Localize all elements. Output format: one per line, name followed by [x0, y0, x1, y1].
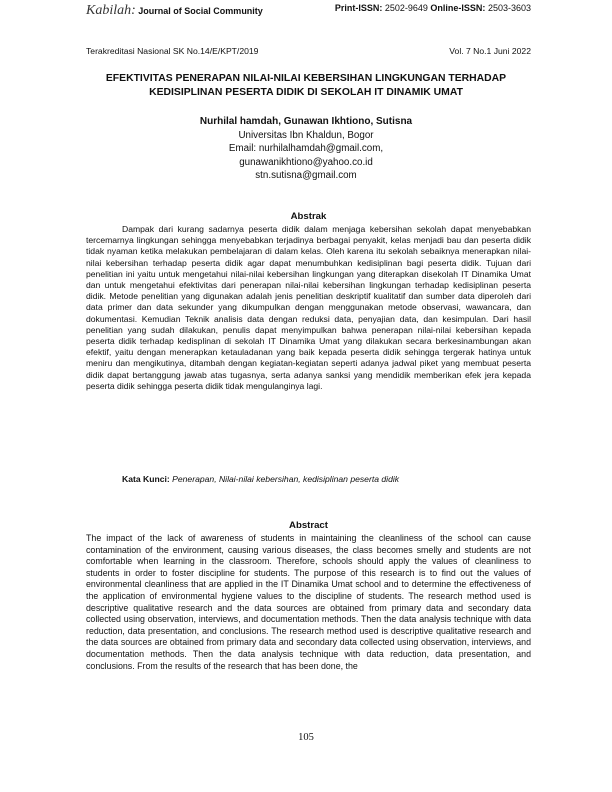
journal-logo: Kabilah: — [86, 3, 136, 18]
issn-print-label: Print-ISSN: — [334, 3, 383, 13]
issn-print: 2502-9649 — [384, 3, 428, 13]
keywords-text: Penerapan, Nilai-nilai kebersihan, kedisiplinan peserta didik — [172, 474, 400, 484]
article-title — [76, 72, 536, 99]
email-line-2: gunawanikhtiono@yahoo.co.id — [239, 156, 373, 168]
title-line-1: EFEKTIVITAS PENERAPAN NILAI-NILAI KEBERSIHAN LINGKUNGAN TERHADAP — [105, 73, 507, 84]
abstract-id-heading: Abstrak — [290, 211, 327, 222]
accreditation-row — [86, 46, 531, 56]
abstract-en-heading: Abstract — [289, 520, 328, 531]
title-line-2: KEDISIPLINAN PESERTA DIDIK DI SEKOLAH IT DINAMIK UMAT — [149, 86, 463, 98]
email-line-3: stn.sutisna@gmail.com — [255, 170, 357, 182]
issn-online: 2503-3603 — [487, 3, 531, 13]
abstract-en-text: The impact of the lack of awareness of students in maintaining the cleanliness of the school can cause contamination of the environment, causing various diseases, the class becomes smelly and students are not comfortable when learning in the classroom. Therefore, schools should apply the values of cleanliness to students in order to foster discipline for students. The purpose of this research is to find out the values of environmental cleanliness that are applied in the IT Dinamika Umat school and to determine the effectiveness of the application of environmental hygiene values to the discipline of students. The research method used is descriptive qualitative research and the data sources are obtained from primary data and secondary data collected using observation, interviews, and documentation methods. Then the data analysis technique with data reduction, data presentation, and conclusions. The research method used is descriptive qualitative research and the data sources are obtained from primary data and secondary data collected using observation, interviews, and documentation methods. Then the data analysis technique with data reduction, data presentation, and conclusions. From the results of the research that has been done, the — [86, 533, 531, 671]
keywords-label: Kata Kunci: — [122, 474, 170, 484]
email-line-1: Email: nurhilalhamdah@gmail.com, — [228, 143, 384, 155]
journal-name: Journal of Social Community — [138, 6, 263, 16]
issn-info — [335, 3, 531, 19]
abstract-id-text: Dampak dari kurang sadarnya peserta didik dalam menjaga kebersihan sekolah dapat menyebabkan tercemarnya lingkungan sehingga menyebabkan terjadinya berbagai penyakit, kelas menjadi bau dan peserta didik tidak nyaman ketika melakukan pembelajaran di dalam kelas. Oleh karena itu sekolah sebaiknya menerapkan nilai-nilai kebersihan terhadap peserta didik agar dapat menumbuhkan kedisiplinan bagi peserta didik. Tujuan dari penelitian ini yaitu untuk mengetahui nilai-nilai kebersihan lingkungan yang diterapkan disekolah IT Dinamika Umat dan untuk mengetahui efektivitas dari penerapan nilai-nilai kebersihan lingkungan terhadap kedisiplinan peserta didik. Metode penelitian yang digunakan adalah jenis penelitian deskriptif kualitatif dan sumber data diperoleh dari data primer dan data sekunder yang dikumpulkan dengan menggunakan metode observasi, wawancara, dan dokumentasi. Kemudian Teknik analisis data dengan reduksi data, penyajian data, dan kesimpulan. Dari hasil penelitian yang sudah dilakukan, penulis dapat menyimpulkan bahwa penerapan nilai-nilai kebersihan kepada peserta didik terhadap kedisplinan di sekolah IT Dinamika Umat yang dilakukan secara berkesinambungan akan efektif, yaitu dengan menerapkan ketauladanan yang baik kepada peserta didik sehingga tergerak hatinya untuk meniru dan mengikutinya, ditambah dengan kegiatan-kegiatan seperti adanya jadwal piket yang membuat peserta didik dapat bertanggung jawab atas tugasnya, serta adanya sanksi yang mendidik memberikan efek jera kepada peserta didik sehingga peserta didik tidak mengulanginya lagi. — [86, 224, 531, 391]
page-number: 105 — [298, 732, 314, 743]
accreditation: Terakreditasi Nasional SK No.14/E/KPT/2019 — [86, 46, 259, 56]
journal-header — [86, 3, 531, 19]
keywords — [122, 474, 399, 484]
affiliation: Universitas Ibn Khaldun, Bogor — [238, 129, 374, 141]
volume-info: Vol. 7 No.1 Juni 2022 — [449, 46, 531, 56]
journal-brand — [86, 3, 263, 19]
issn-online-label: Online-ISSN: — [430, 3, 486, 13]
author-block — [80, 115, 532, 183]
author-names: Nurhilal hamdah, Gunawan Ikhtiono, Sutisna — [199, 116, 413, 127]
